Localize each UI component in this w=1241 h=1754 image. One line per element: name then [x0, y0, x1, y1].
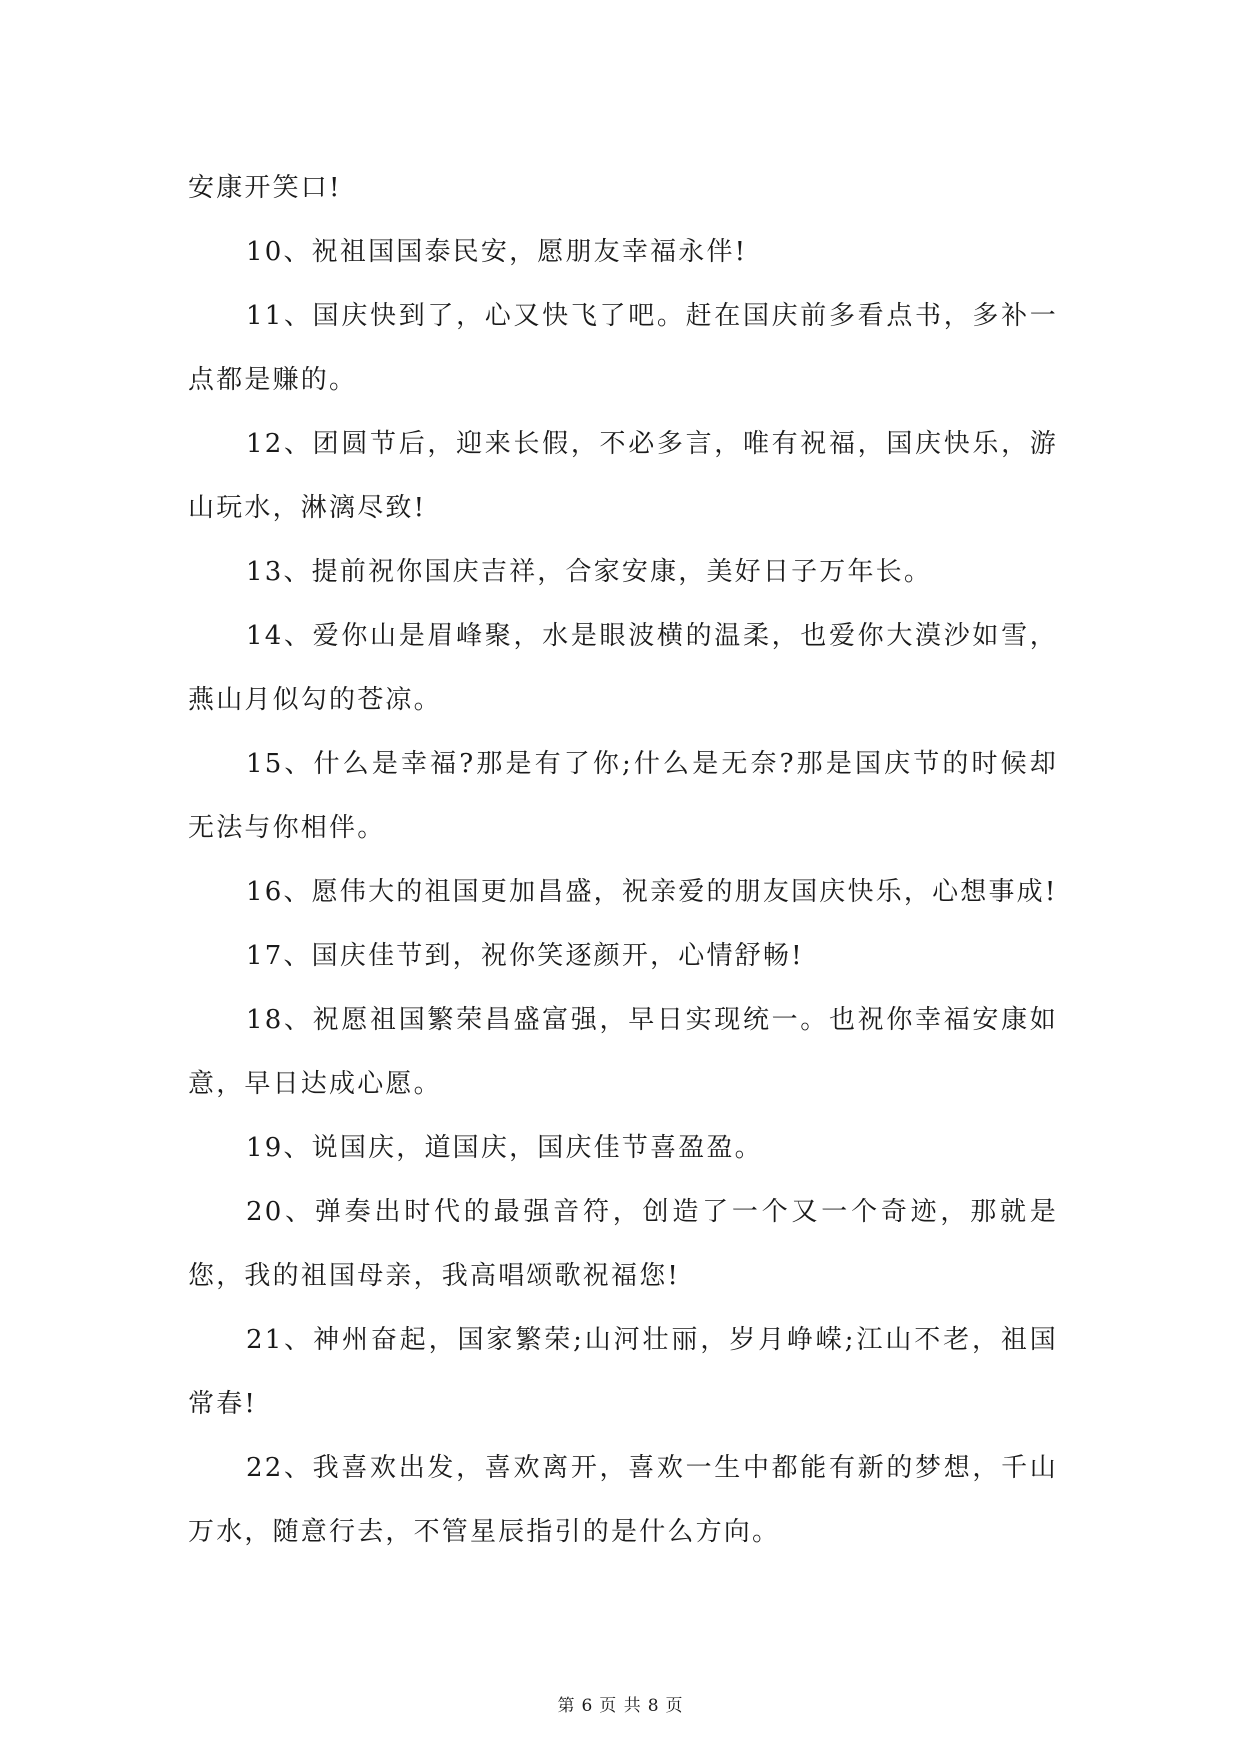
list-item-20: 20、弹奏出时代的最强音符，创造了一个又一个奇迹，那就是您，我的祖国母亲，我高唱颂歌祝福您!	[188, 1197, 1058, 1291]
footer-prefix: 第	[557, 1696, 576, 1716]
list-item-18: 18、祝愿祖国繁荣昌盛富强，早日实现统一。也祝你幸福安康如意，早日达成心愿。	[188, 1005, 1058, 1099]
list-item-22: 22、我喜欢出发，喜欢离开，喜欢一生中都能有新的梦想，千山万水，随意行去，不管星辰指引的是什么方向。	[188, 1453, 1058, 1547]
list-item-11: 11、国庆快到了，心又快飞了吧。赶在国庆前多看点书，多补一点都是赚的。	[188, 301, 1058, 395]
footer-current-page: 6	[581, 1696, 594, 1716]
footer-suffix: 页	[665, 1696, 684, 1716]
footer-total-pages: 8	[647, 1696, 660, 1716]
list-item-10: 10、祝祖国国泰民安，愿朋友幸福永伴!	[246, 237, 748, 267]
list-item-12: 12、团圆节后，迎来长假，不必多言，唯有祝福，国庆快乐，游山玩水，淋漓尽致!	[188, 429, 1058, 523]
list-item-19: 19、说国庆，道国庆，国庆佳节喜盈盈。	[246, 1133, 763, 1163]
paragraph-continuation: 安康开笑口!	[188, 173, 342, 203]
list-item-13: 13、提前祝你国庆吉祥，合家安康，美好日子万年长。	[246, 557, 933, 587]
footer-middle: 页 共	[599, 1696, 642, 1716]
list-item-14: 14、爱你山是眉峰聚，水是眼波横的温柔，也爱你大漠沙如雪，燕山月似勾的苍凉。	[188, 621, 1058, 715]
list-item-15: 15、什么是幸福?那是有了你;什么是无奈?那是国庆节的时候却无法与你相伴。	[188, 749, 1058, 843]
page-content	[188, 156, 1058, 1564]
list-item-16: 16、愿伟大的祖国更加昌盛，祝亲爱的朋友国庆快乐，心想事成!	[246, 877, 1058, 907]
list-item-17: 17、国庆佳节到，祝你笑逐颜开，心情舒畅!	[246, 941, 804, 971]
list-item-21: 21、神州奋起，国家繁荣;山河壮丽，岁月峥嵘;江山不老，祖国常春!	[188, 1325, 1058, 1419]
page-footer	[0, 1691, 1241, 1716]
